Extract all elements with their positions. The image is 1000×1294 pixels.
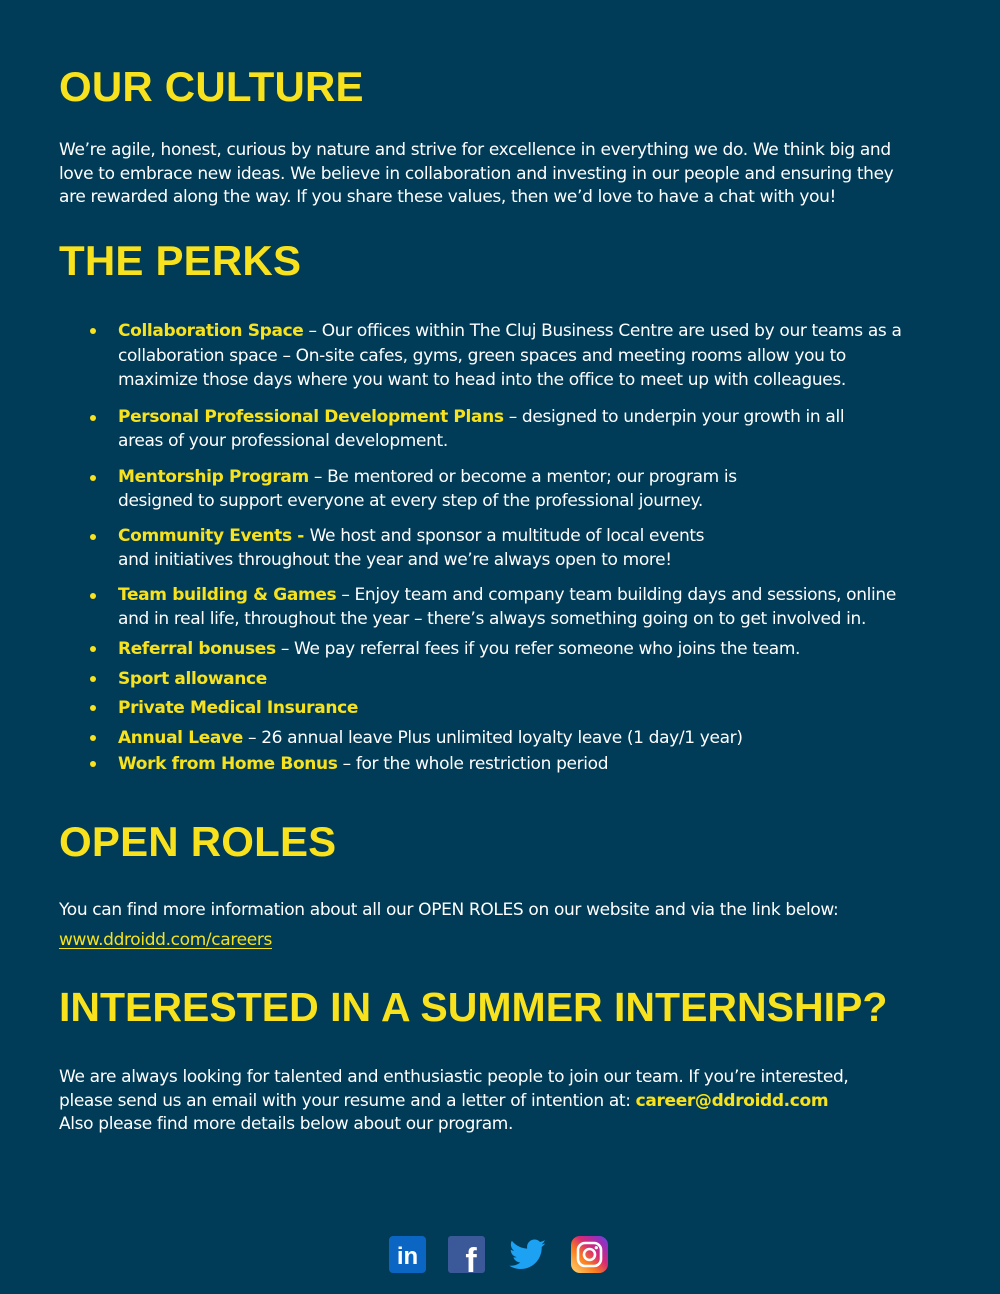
- perk-text: designed to support everyone at every step of the professional journey.: [118, 490, 703, 511]
- bullet-icon: [90, 534, 96, 540]
- internship-paragraph: [59, 1066, 949, 1137]
- bullet-icon: [90, 735, 96, 741]
- perk-item: [118, 319, 938, 393]
- careers-link[interactable]: www.ddroidd.com/careers: [59, 930, 272, 950]
- perk-item: [118, 525, 938, 572]
- culture-line-2: love to embrace new ideas. We believe in collaboration and investing in our people and ensuring they: [59, 163, 894, 184]
- perk-title: Mentorship Program: [118, 467, 309, 487]
- perk-title: Work from Home Bonus: [118, 754, 338, 774]
- perk-title: Personal Professional Development Plans: [118, 407, 504, 427]
- perk-text: and in real life, throughout the year – there’s always something going on to get involved in.: [118, 608, 867, 629]
- perk-title: Community Events -: [118, 526, 310, 546]
- internship-line-3: Also please find more details below about our program.: [59, 1114, 514, 1134]
- perk-title: Sport allowance: [118, 669, 267, 689]
- culture-paragraph: [59, 139, 949, 210]
- perk-title: Team building & Games: [118, 585, 337, 605]
- perk-text: We host and sponsor a multitude of local events: [309, 526, 705, 546]
- perk-item: [118, 406, 938, 453]
- perk-text: – Be mentored or become a mentor; our program is: [308, 467, 737, 487]
- perk-text: – Our offices within The Cluj Business Centre are used by our teams as a: [303, 321, 902, 341]
- bullet-icon: [90, 328, 96, 334]
- linkedin-icon[interactable]: [389, 1236, 426, 1273]
- bullet-icon: [90, 593, 96, 599]
- roles-text: You can find more information about all our OPEN ROLES on our website and via the link below:: [59, 900, 839, 920]
- bullet-icon: [90, 761, 96, 767]
- perk-title: Private Medical Insurance: [118, 698, 358, 718]
- perk-text: – 26 annual leave Plus unlimited loyalty leave (1 day/1 year): [242, 728, 743, 748]
- bullet-icon: [90, 415, 96, 421]
- instagram-icon[interactable]: [571, 1236, 608, 1273]
- perk-text: collaboration space – On-site cafes, gyms, green spaces and meeting rooms allow you to: [118, 345, 846, 366]
- perk-text: – for the whole restriction period: [337, 754, 609, 774]
- facebook-letter: f: [465, 1242, 477, 1273]
- email-link[interactable]: career@ddroidd.com: [635, 1090, 829, 1111]
- culture-line-1: We’re agile, honest, curious by nature and strive for excellence in everything we do. We think big and: [59, 140, 891, 160]
- linkedin-letters: in: [396, 1243, 419, 1270]
- perk-title: Referral bonuses: [118, 639, 276, 659]
- culture-line-3: are rewarded along the way. If you share these values, then we’d love to have a chat with you!: [59, 187, 837, 207]
- perk-text: and initiatives throughout the year and we’re always open to more!: [118, 549, 672, 570]
- perk-item: [118, 726, 938, 751]
- perk-text: – Enjoy team and company team building days and sessions, online: [336, 585, 896, 605]
- roles-heading: OPEN ROLES: [59, 818, 337, 865]
- facebook-icon[interactable]: [448, 1236, 485, 1273]
- culture-heading: OUR CULTURE: [59, 63, 364, 110]
- bullet-icon: [90, 646, 96, 652]
- twitter-icon[interactable]: [507, 1236, 549, 1273]
- perk-text: – We pay referral fees if you refer someone who joins the team.: [275, 639, 801, 659]
- internship-line-1: We are always looking for talented and enthusiastic people to join our team. If you’re interested,: [59, 1067, 849, 1087]
- bullet-icon: [90, 705, 96, 711]
- perk-item: [118, 752, 938, 777]
- bullet-icon: [90, 676, 96, 682]
- perk-item: [118, 637, 938, 662]
- perk-title: Collaboration Space: [118, 321, 304, 341]
- perks-heading: THE PERKS: [59, 237, 302, 284]
- perk-text: maximize those days where you want to head into the office to meet up with colleagues.: [118, 370, 846, 390]
- perk-item: [118, 466, 938, 513]
- bullet-icon: [90, 475, 96, 481]
- perk-text: – designed to underpin your growth in all: [503, 407, 845, 427]
- perk-text: areas of your professional development.: [118, 430, 448, 451]
- perk-title: Annual Leave: [118, 728, 243, 748]
- roles-paragraph: [59, 895, 949, 955]
- perk-item: [118, 667, 938, 692]
- internship-line-2: please send us an email with your resume and a letter of intention at:: [59, 1090, 636, 1111]
- perk-item: [118, 584, 938, 631]
- social-icons: [389, 1236, 608, 1273]
- perk-item: [118, 696, 938, 721]
- internship-heading: INTERESTED IN A SUMMER INTERNSHIP?: [59, 984, 888, 1030]
